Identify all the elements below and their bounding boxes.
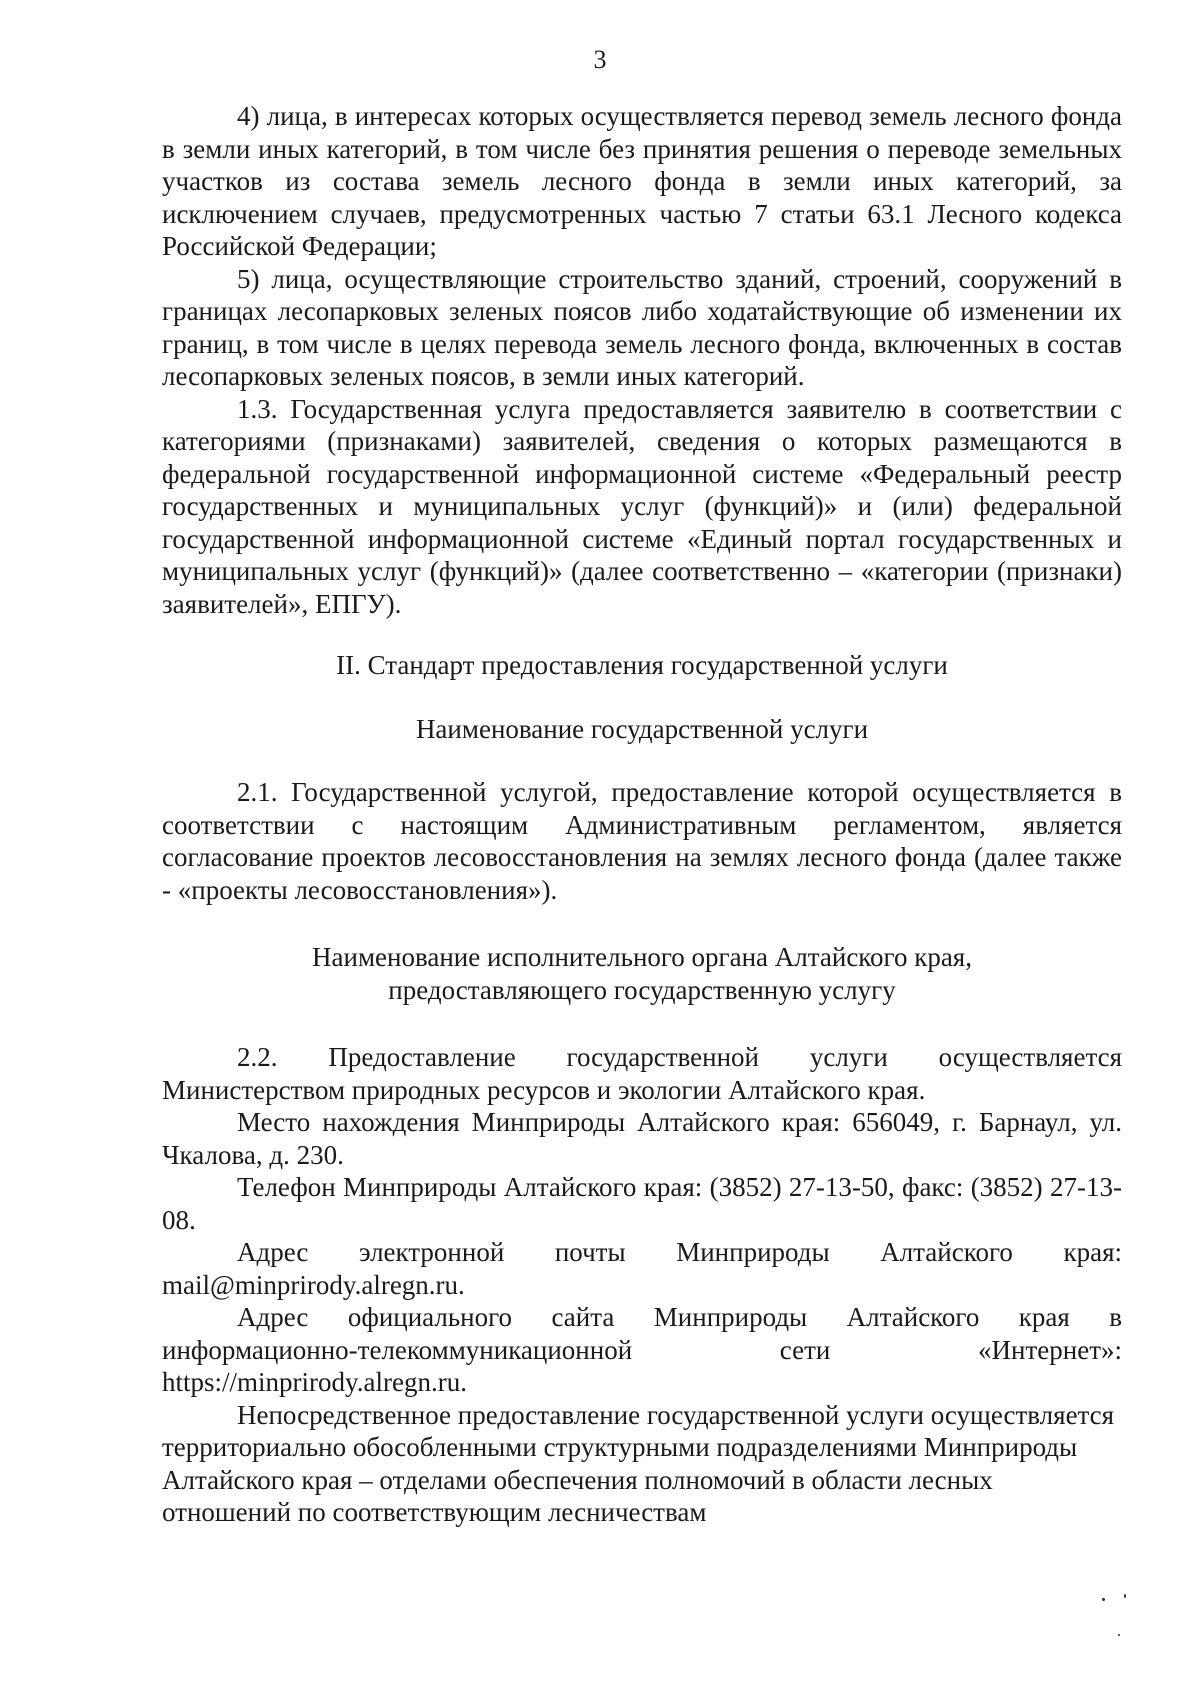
paragraph-location: Место нахождения Минприроды Алтайского края: 656049, г. Барнаул, ул. Чкалова, д. 230. <box>162 1107 1122 1170</box>
paragraph-item-5: 5) лица, осуществляющие строительство зданий, строений, сооружений в границах лесопарковых зеленых поясов либо ходатайствующие об изменении их границ, в том числе в целях перевода земель лесного фонда, включенных в состав лесопарковых зеленых поясов, в земли иных категорий. <box>162 263 1122 391</box>
paragraph-website: Адрес официального сайта Минприроды Алтайского края в информационно-телекоммуникационной сети «Интернет»: https://minprirody.alregn.ru. <box>162 1302 1122 1397</box>
paragraph-2-1: 2.1. Государственной услугой, предоставление которой осуществляется в соответствии с настоящим Административным регламентом, является согласование проектов лесовосстановления на землях лесного фонда (далее также - «проекты лесовосстановления»). <box>162 777 1122 905</box>
subheading-organ-line-2: предоставляющего государственную услугу <box>388 974 896 1005</box>
page-number: 3 <box>593 45 607 74</box>
scan-specks <box>1080 1590 1140 1650</box>
paragraph-phone: Телефон Минприроды Алтайского края: (3852) 27-13-50, факс: (3852) 27-13-08. <box>162 1172 1122 1235</box>
subheading-service-name: Наименование государственной услуги <box>415 713 869 744</box>
paragraph-email: Адрес электронной почты Минприроды Алтайского края: mail@minprirody.alregn.ru. <box>162 1237 1122 1300</box>
document-body <box>162 100 1122 1529</box>
subheading-organ-line-1: Наименование исполнительного органа Алтайского края, <box>312 942 972 972</box>
paragraph-2-2: 2.2. Предоставление государственной услуги осуществляется Министерством природных ресурсов и экологии Алтайского края. <box>162 1042 1122 1105</box>
paragraph-item-4: 4) лица, в интересах которых осуществляется перевод земель лесного фонда в земли иных категорий, в том числе без принятия решения о переводе земельных участков из состава земель лесного фонда в земли иных категорий, за исключением случаев, предусмотренных частью 7 статьи 63.1 Лесного кодекса Российской Федерации; <box>162 101 1122 261</box>
paragraph-direct-provision: Непосредственное предоставление государственной услуги осуществляется территориально обособленными структурными подразделениями Минприроды Алтайского края – отделами обеспечения полномочий в области лесных отношений по соответствующим лесничествам <box>162 1399 1115 1527</box>
section-heading-standard: II. Стандарт предоставления государственной услуги <box>336 650 948 680</box>
paragraph-1-3: 1.3. Государственная услуга предоставляется заявителю в соответствии с категориями (признаками) заявителей, сведения о которых размещаются в федеральной государственной информационной системе «Федеральный реестр государственных и муниципальных услуг (функций)» и (или) федеральной государственной информационной системе «Единый портал государственных и муниципальных услуг (функций)» (далее соответственно – «категории (признаки) заявителей», ЕПГУ). <box>162 393 1122 619</box>
